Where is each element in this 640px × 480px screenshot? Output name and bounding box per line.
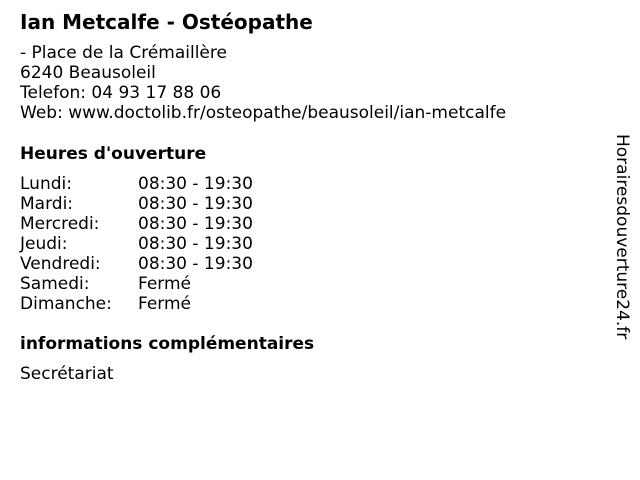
day-label: Mercredi: — [20, 214, 100, 234]
website: Web: www.doctolib.fr/osteopathe/beausoleil/ian-metcalfe — [20, 103, 507, 123]
day-label: Vendredi: — [20, 254, 101, 274]
hours-value: 08:30 - 19:30 — [138, 214, 253, 234]
hours-row-friday — [20, 254, 320, 274]
opening-hours-heading: Heures d'ouverture — [20, 144, 207, 164]
address-block — [20, 43, 506, 123]
street-address: - Place de la Crémaillère — [20, 43, 227, 63]
phone-number: Telefon: 04 93 17 88 06 — [20, 83, 222, 103]
hours-value: 08:30 - 19:30 — [138, 254, 253, 274]
hours-row-sunday — [20, 294, 320, 314]
hours-value: Fermé — [138, 274, 192, 294]
additional-info-text: Secrétariat — [20, 364, 114, 384]
day-label: Lundi: — [20, 174, 72, 194]
additional-info-heading: informations complémentaires — [20, 334, 315, 354]
hours-value: 08:30 - 19:30 — [138, 174, 253, 194]
day-label: Dimanche: — [20, 294, 112, 314]
page-title: Ian Metcalfe - Ostéopathe — [20, 10, 313, 34]
hours-value: Fermé — [138, 294, 192, 314]
hours-row-monday — [20, 174, 320, 194]
city: 6240 Beausoleil — [20, 63, 156, 83]
site-watermark: Horairesdouverture24.fr — [612, 134, 632, 340]
hours-row-saturday — [20, 274, 320, 294]
opening-hours-table — [20, 174, 320, 314]
hours-row-thursday — [20, 234, 320, 254]
day-label: Samedi: — [20, 274, 90, 294]
day-label: Mardi: — [20, 194, 74, 214]
day-label: Jeudi: — [20, 234, 68, 254]
hours-row-tuesday — [20, 194, 320, 214]
hours-value: 08:30 - 19:30 — [138, 194, 253, 214]
hours-row-wednesday — [20, 214, 320, 234]
hours-value: 08:30 - 19:30 — [138, 234, 253, 254]
